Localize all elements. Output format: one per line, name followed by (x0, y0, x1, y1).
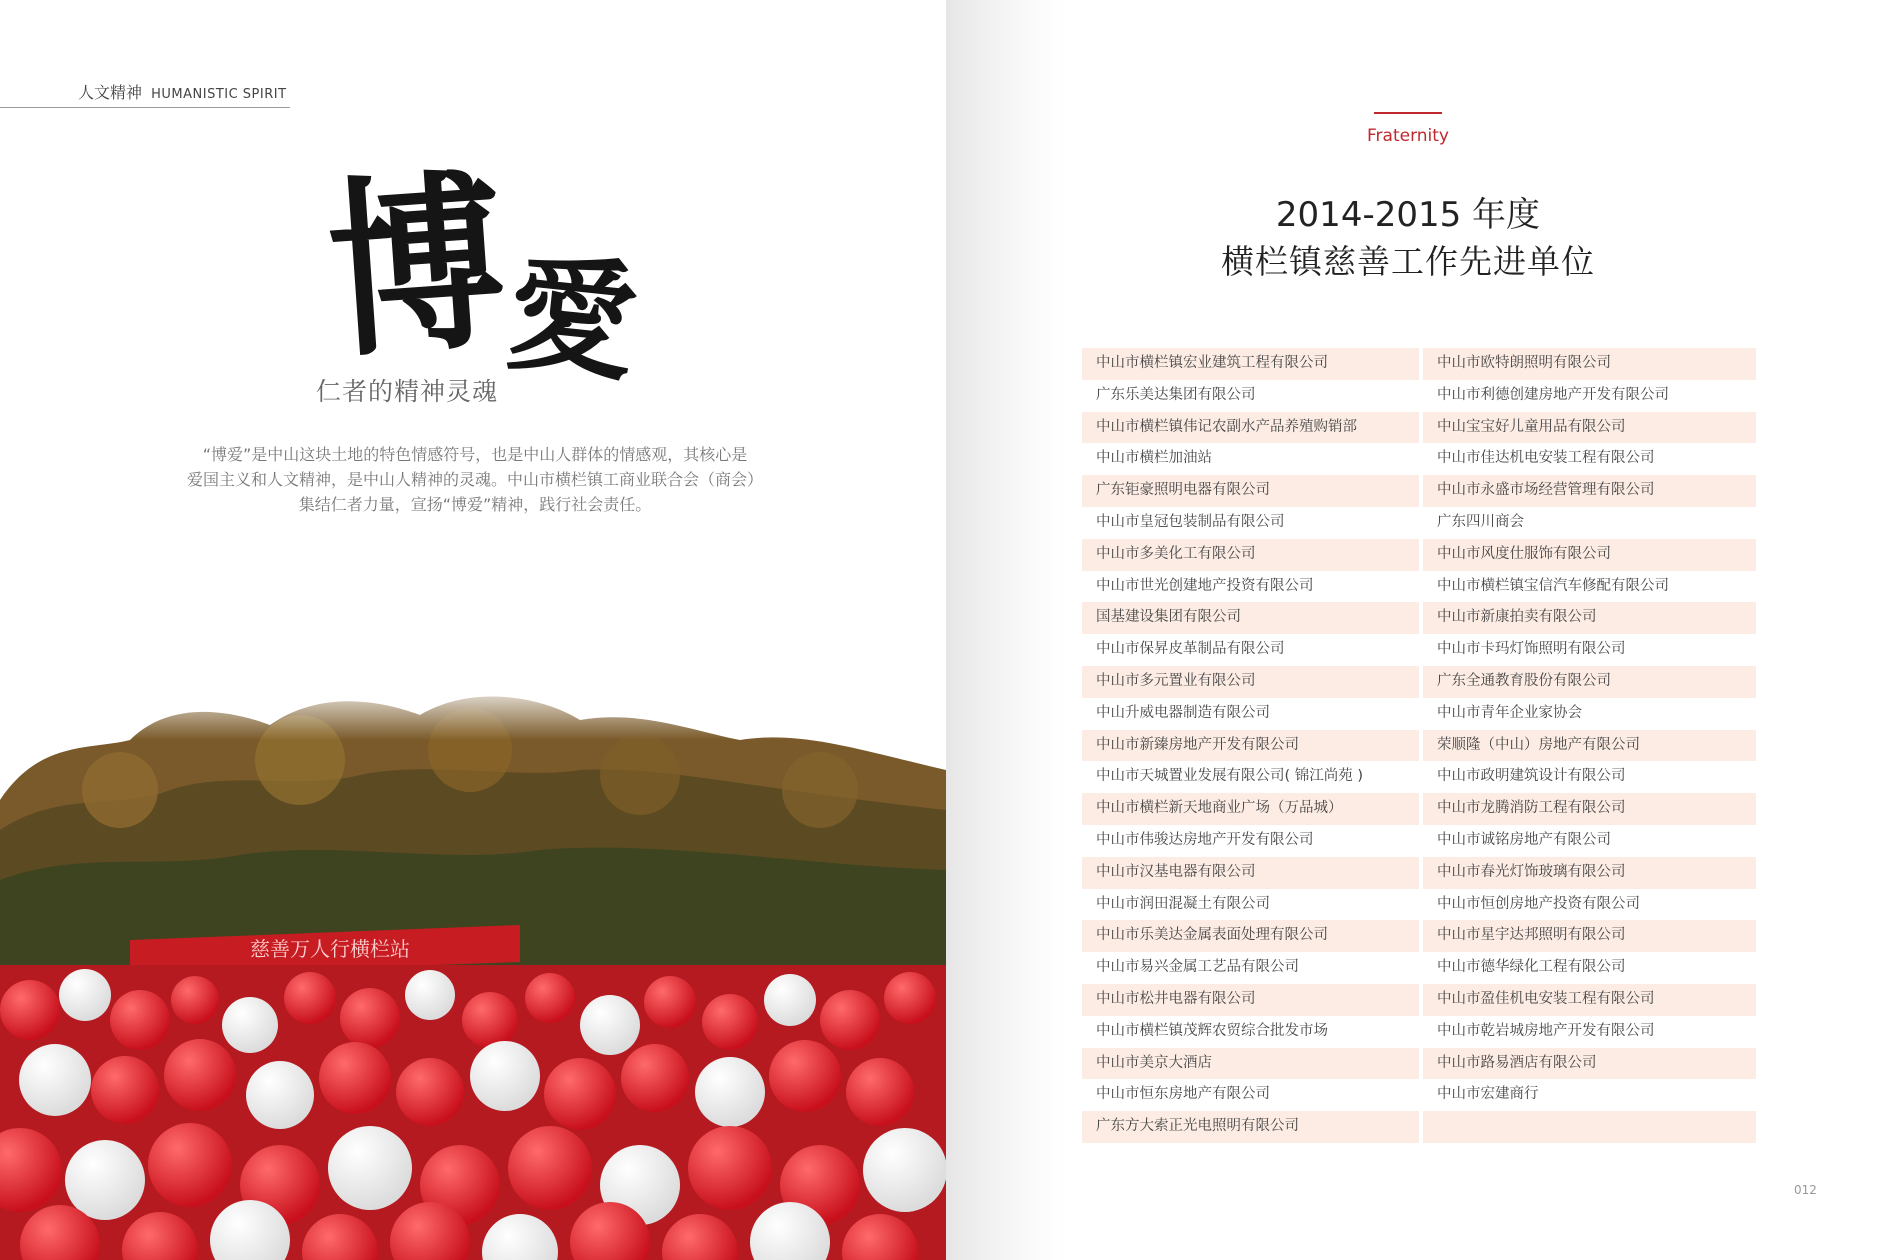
company-row (1082, 1079, 1756, 1111)
company-name: 中山市春光灯饰玻璃有限公司 (1419, 857, 1756, 889)
calligraphy-char-ai: 愛 (500, 237, 644, 401)
company-name: 中山市利德创建房地产开发有限公司 (1437, 386, 1669, 403)
company-row (1082, 666, 1756, 698)
page-number: 012 (1794, 1183, 1817, 1197)
company-row (1082, 539, 1756, 571)
charity-walk-photo (0, 680, 946, 1260)
company-name: 中山市伟骏达房地产开发有限公司 (1096, 831, 1314, 848)
company-name: 中山升威电器制造有限公司 (1096, 704, 1270, 721)
company-name: 中山市多美化工有限公司 (1096, 545, 1256, 562)
company-list (1082, 348, 1756, 1143)
company-name: 中山市宏建商行 (1437, 1086, 1539, 1103)
company-name: 中山市横栏镇茂辉农贸综合批发市场 (1096, 1022, 1328, 1039)
company-row (1082, 380, 1756, 412)
company-name: 广东方大索正光电照明有限公司 (1096, 1118, 1299, 1135)
company-name: 中山市永盛市场经营管理有限公司 (1419, 475, 1756, 507)
company-name: 中山市润田混凝土有限公司 (1096, 895, 1270, 912)
company-name: 中山市卡玛灯饰照明有限公司 (1437, 641, 1626, 658)
company-name: 中山市星宇达邦照明有限公司 (1419, 920, 1756, 952)
company-name: 广东全通教育股份有限公司 (1419, 666, 1756, 698)
company-name: 中山市欧特朗照明有限公司 (1419, 348, 1756, 380)
company-name: 中山市风度仕服饰有限公司 (1419, 539, 1756, 571)
company-row (1082, 443, 1756, 475)
company-name: 中山市汉基电器有限公司 (1096, 863, 1256, 880)
company-name: 广东钜豪照明电器有限公司 (1096, 482, 1270, 499)
company-name: 中山市恒东房地产有限公司 (1096, 1086, 1270, 1103)
company-name: 中山市天城置业发展有限公司( 锦江尚苑 ) (1096, 768, 1364, 785)
company-name: 中山市横栏镇宏业建筑工程有限公司 (1096, 355, 1328, 371)
company-name: 中山市恒创房地产投资有限公司 (1437, 895, 1640, 912)
company-row (1082, 952, 1756, 984)
company-name: 广东乐美达集团有限公司 (1096, 386, 1256, 403)
intro-line: “博爱”是中山这块土地的特色情感符号，也是中山人群体的情感观，其核心是 (202, 445, 748, 464)
company-row (1082, 825, 1756, 857)
company-row (1082, 984, 1756, 1016)
section-header-zh: 人文精神 (78, 83, 143, 102)
company-name: 中山市乐美达金属表面处理有限公司 (1096, 927, 1328, 944)
company-name: 中山市横栏镇宝信汽车修配有限公司 (1437, 577, 1669, 594)
company-name: 中山市新臻房地产开发有限公司 (1096, 736, 1299, 753)
company-name: 中山市乾岩城房地产开发有限公司 (1437, 1022, 1655, 1039)
company-name: 中山市美京大酒店 (1096, 1054, 1212, 1071)
company-name: 中山市保昇皮革制品有限公司 (1096, 641, 1285, 658)
company-name: 中山市皇冠包装制品有限公司 (1096, 513, 1285, 530)
company-name: 中山市佳达机电安装工程有限公司 (1437, 450, 1655, 467)
title-main: 横栏镇慈善工作先进单位 (1221, 242, 1595, 281)
accent-rule (1374, 112, 1442, 114)
company-row (1082, 889, 1756, 921)
company-name: 中山市横栏加油站 (1096, 450, 1212, 467)
company-name: 中山市龙腾消防工程有限公司 (1419, 793, 1756, 825)
header-rule (0, 107, 290, 108)
company-name: 中山市青年企业家协会 (1437, 704, 1582, 721)
company-row (1082, 1016, 1756, 1048)
company-name: 中山市多元置业有限公司 (1096, 672, 1256, 689)
company-row (1082, 793, 1756, 825)
company-row (1082, 920, 1756, 952)
right-page (1066, 0, 1890, 1260)
company-row (1082, 857, 1756, 889)
company-row (1082, 475, 1756, 507)
intro-paragraph (150, 442, 800, 517)
company-row (1082, 348, 1756, 380)
company-row (1082, 730, 1756, 762)
company-name: 国基建设集团有限公司 (1096, 609, 1241, 626)
spine-shadow (946, 0, 1066, 1260)
company-row (1082, 1048, 1756, 1080)
company-name: 广东四川商会 (1437, 513, 1524, 530)
company-name: 中山市横栏镇伟记农副水产品养殖购销部 (1096, 418, 1357, 435)
company-name: 中山市盈佳机电安装工程有限公司 (1419, 984, 1756, 1016)
section-header-en: HUMANISTIC SPIRIT (151, 87, 287, 102)
company-name: 中山市世光创建地产投资有限公司 (1096, 577, 1314, 594)
company-row (1082, 1111, 1756, 1143)
company-row (1082, 412, 1756, 444)
company-name: 中山市横栏新天地商业广场（万品城） (1096, 800, 1343, 817)
calligraphy-char-bo: 博 (322, 149, 512, 384)
section-header (78, 80, 287, 103)
title-year: 2014-2015 年度 (1275, 195, 1541, 235)
company-name: 中山宝宝好儿童用品有限公司 (1419, 412, 1756, 444)
company-name: 中山市路易酒店有限公司 (1419, 1048, 1756, 1080)
banner-text: 慈善万人行横栏站 (250, 937, 410, 961)
company-name: 中山市诚铭房地产有限公司 (1437, 831, 1611, 848)
intro-line: 集结仁者力量，宣扬“博爱”精神，践行社会责任。 (298, 495, 652, 514)
company-name: 中山市新康拍卖有限公司 (1419, 602, 1756, 634)
company-name: 荣顺隆（中山）房地产有限公司 (1419, 730, 1756, 762)
company-row (1082, 761, 1756, 793)
company-name: 中山市松井电器有限公司 (1096, 990, 1256, 1007)
company-row (1082, 602, 1756, 634)
calligraphy-subtitle: 仁者的精神灵魂 (316, 377, 499, 406)
intro-line: 爱国主义和人文精神，是中山人精神的灵魂。中山市横栏镇工商业联合会（商会） (186, 470, 763, 489)
company-row (1082, 634, 1756, 666)
company-name: 中山市德华绿化工程有限公司 (1437, 959, 1626, 976)
company-row (1082, 698, 1756, 730)
company-row (1082, 571, 1756, 603)
company-name: 中山市政明建筑设计有限公司 (1437, 768, 1626, 785)
company-name (1419, 1111, 1756, 1143)
company-row (1082, 507, 1756, 539)
section-label: Fraternity (1367, 126, 1449, 146)
company-name: 中山市易兴金属工艺品有限公司 (1096, 959, 1299, 976)
